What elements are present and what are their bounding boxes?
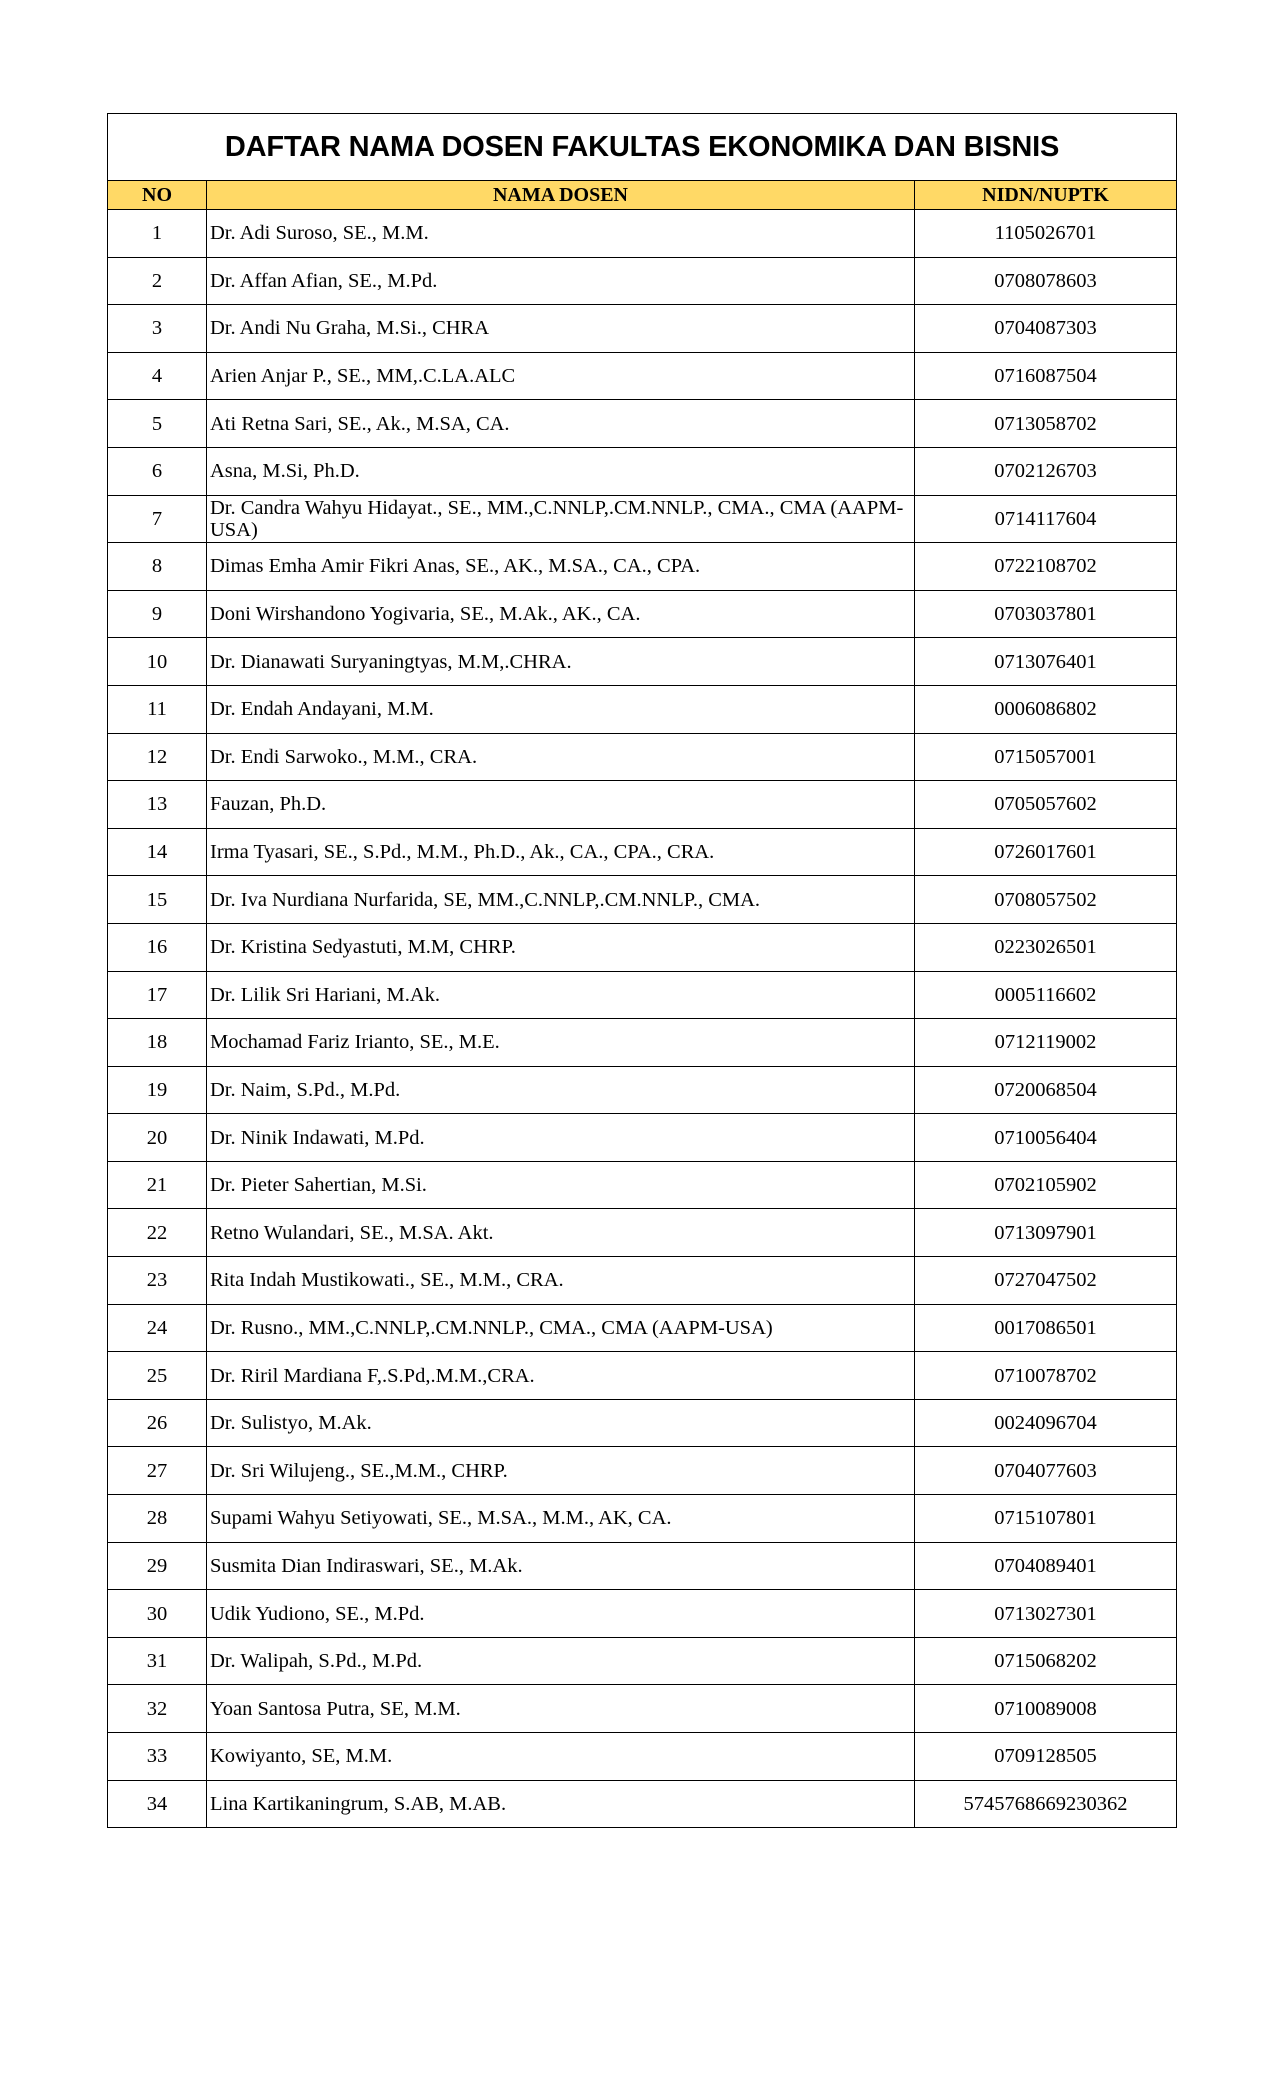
row-number: 33 xyxy=(108,1733,207,1781)
table-row xyxy=(108,1637,1177,1685)
lecturer-name: Supami Wahyu Setiyowati, SE., M.SA., M.M., AK, CA. xyxy=(207,1495,915,1543)
table-row xyxy=(108,1019,1177,1067)
lecturer-id: 0708078603 xyxy=(915,257,1177,305)
row-number: 9 xyxy=(108,590,207,638)
lecturer-id: 0005116602 xyxy=(915,971,1177,1019)
row-number: 22 xyxy=(108,1209,207,1257)
table-row xyxy=(108,1447,1177,1495)
row-number: 14 xyxy=(108,828,207,876)
lecturer-id: 0715057001 xyxy=(915,733,1177,781)
lecturer-name: Dr. Riril Mardiana F,.S.Pd,.M.M.,CRA. xyxy=(207,1352,915,1400)
lecturer-id: 0715068202 xyxy=(915,1637,1177,1685)
table-row xyxy=(108,781,1177,829)
lecturer-id: 0714117604 xyxy=(915,495,1177,543)
row-number: 11 xyxy=(108,685,207,733)
lecturer-name: Lina Kartikaningrum, S.AB, M.AB. xyxy=(207,1780,915,1828)
lecturer-name: Udik Yudiono, SE., M.Pd. xyxy=(207,1590,915,1638)
row-number: 15 xyxy=(108,876,207,924)
lecturer-id: 0702126703 xyxy=(915,447,1177,495)
row-number: 27 xyxy=(108,1447,207,1495)
row-number: 24 xyxy=(108,1304,207,1352)
header-id: NIDN/NUPTK xyxy=(915,181,1177,210)
table-row xyxy=(108,1685,1177,1733)
page-title: DAFTAR NAMA DOSEN FAKULTAS EKONOMIKA DAN BISNIS xyxy=(108,114,1177,181)
table-body xyxy=(108,210,1177,1828)
lecturer-id: 0223026501 xyxy=(915,923,1177,971)
lecturer-name: Dr. Lilik Sri Hariani, M.Ak. xyxy=(207,971,915,1019)
lecturer-name: Dr. Affan Afian, SE., M.Pd. xyxy=(207,257,915,305)
table-row xyxy=(108,447,1177,495)
lecturer-id: 0703037801 xyxy=(915,590,1177,638)
table-row xyxy=(108,543,1177,591)
lecturer-name: Retno Wulandari, SE., M.SA. Akt. xyxy=(207,1209,915,1257)
lecturer-id: 0713058702 xyxy=(915,400,1177,448)
table-row xyxy=(108,638,1177,686)
row-number: 2 xyxy=(108,257,207,305)
table-row xyxy=(108,1733,1177,1781)
row-number: 26 xyxy=(108,1399,207,1447)
table-row xyxy=(108,1209,1177,1257)
lecturer-name: Dr. Walipah, S.Pd., M.Pd. xyxy=(207,1637,915,1685)
lecturer-name: Dr. Endah Andayani, M.M. xyxy=(207,685,915,733)
row-number: 13 xyxy=(108,781,207,829)
row-number: 7 xyxy=(108,495,207,543)
lecturer-name: Asna, M.Si, Ph.D. xyxy=(207,447,915,495)
row-number: 18 xyxy=(108,1019,207,1067)
table-row xyxy=(108,495,1177,543)
table-row xyxy=(108,305,1177,353)
lecturer-name: Rita Indah Mustikowati., SE., M.M., CRA. xyxy=(207,1257,915,1305)
lecturer-name: Dr. Kristina Sedyastuti, M.M, CHRP. xyxy=(207,923,915,971)
table-row xyxy=(108,923,1177,971)
row-number: 1 xyxy=(108,210,207,258)
table-row xyxy=(108,971,1177,1019)
table-row xyxy=(108,352,1177,400)
row-number: 19 xyxy=(108,1066,207,1114)
lecturer-id: 0702105902 xyxy=(915,1161,1177,1209)
lecturer-id: 0704077603 xyxy=(915,1447,1177,1495)
table-row xyxy=(108,400,1177,448)
row-number: 8 xyxy=(108,543,207,591)
lecturer-name: Dr. Pieter Sahertian, M.Si. xyxy=(207,1161,915,1209)
lecturer-name: Dr. Ninik Indawati, M.Pd. xyxy=(207,1114,915,1162)
table-row xyxy=(108,1161,1177,1209)
table-row xyxy=(108,1304,1177,1352)
lecturer-name: Dr. Candra Wahyu Hidayat., SE., MM.,C.NNLP,.CM.NNLP., CMA., CMA (AAPM-USA) xyxy=(207,495,915,543)
header-name: NAMA DOSEN xyxy=(207,181,915,210)
lecturer-id: 0708057502 xyxy=(915,876,1177,924)
lecturer-id: 0722108702 xyxy=(915,543,1177,591)
lecturer-name: Arien Anjar P., SE., MM,.C.LA.ALC xyxy=(207,352,915,400)
lecturer-id: 0710078702 xyxy=(915,1352,1177,1400)
row-number: 17 xyxy=(108,971,207,1019)
lecturer-table xyxy=(107,113,1177,1828)
lecturer-id: 0726017601 xyxy=(915,828,1177,876)
table-row xyxy=(108,1590,1177,1638)
header-row xyxy=(108,181,1177,210)
lecturer-id: 1105026701 xyxy=(915,210,1177,258)
lecturer-id: 0710056404 xyxy=(915,1114,1177,1162)
lecturer-id: 0716087504 xyxy=(915,352,1177,400)
lecturer-id: 0712119002 xyxy=(915,1019,1177,1067)
lecturer-id: 0705057602 xyxy=(915,781,1177,829)
lecturer-id: 0713076401 xyxy=(915,638,1177,686)
table-row xyxy=(108,1780,1177,1828)
row-number: 23 xyxy=(108,1257,207,1305)
lecturer-id: 0720068504 xyxy=(915,1066,1177,1114)
row-number: 12 xyxy=(108,733,207,781)
table-row xyxy=(108,1066,1177,1114)
lecturer-name: Kowiyanto, SE, M.M. xyxy=(207,1733,915,1781)
table-row xyxy=(108,1495,1177,1543)
lecturer-name: Dr. Dianawati Suryaningtyas, M.M,.CHRA. xyxy=(207,638,915,686)
table-row xyxy=(108,590,1177,638)
lecturer-name: Dr. Endi Sarwoko., M.M., CRA. xyxy=(207,733,915,781)
lecturer-id: 5745768669230362 xyxy=(915,1780,1177,1828)
lecturer-name: Irma Tyasari, SE., S.Pd., M.M., Ph.D., Ak., CA., CPA., CRA. xyxy=(207,828,915,876)
row-number: 25 xyxy=(108,1352,207,1400)
lecturer-id: 0006086802 xyxy=(915,685,1177,733)
table-row xyxy=(108,1399,1177,1447)
table-row xyxy=(108,257,1177,305)
table-row xyxy=(108,1257,1177,1305)
lecturer-id: 0713027301 xyxy=(915,1590,1177,1638)
lecturer-name: Dr. Adi Suroso, SE., M.M. xyxy=(207,210,915,258)
header-no: NO xyxy=(108,181,207,210)
lecturer-name: Yoan Santosa Putra, SE, M.M. xyxy=(207,1685,915,1733)
title-row xyxy=(108,114,1177,181)
lecturer-name: Dr. Andi Nu Graha, M.Si., CHRA xyxy=(207,305,915,353)
table-row xyxy=(108,733,1177,781)
table-row xyxy=(108,210,1177,258)
lecturer-id: 0715107801 xyxy=(915,1495,1177,1543)
lecturer-name: Doni Wirshandono Yogivaria, SE., M.Ak., AK., CA. xyxy=(207,590,915,638)
row-number: 10 xyxy=(108,638,207,686)
table-row xyxy=(108,1542,1177,1590)
row-number: 3 xyxy=(108,305,207,353)
row-number: 6 xyxy=(108,447,207,495)
row-number: 16 xyxy=(108,923,207,971)
lecturer-name: Fauzan, Ph.D. xyxy=(207,781,915,829)
lecturer-id: 0710089008 xyxy=(915,1685,1177,1733)
lecturer-id: 0727047502 xyxy=(915,1257,1177,1305)
table-row xyxy=(108,685,1177,733)
lecturer-id: 0704087303 xyxy=(915,305,1177,353)
row-number: 29 xyxy=(108,1542,207,1590)
lecturer-name: Dimas Emha Amir Fikri Anas, SE., AK., M.SA., CA., CPA. xyxy=(207,543,915,591)
row-number: 4 xyxy=(108,352,207,400)
lecturer-name: Mochamad Fariz Irianto, SE., M.E. xyxy=(207,1019,915,1067)
row-number: 20 xyxy=(108,1114,207,1162)
lecturer-id: 0704089401 xyxy=(915,1542,1177,1590)
table-row xyxy=(108,1114,1177,1162)
row-number: 5 xyxy=(108,400,207,448)
lecturer-id: 0017086501 xyxy=(915,1304,1177,1352)
row-number: 31 xyxy=(108,1637,207,1685)
lecturer-name: Dr. Rusno., MM.,C.NNLP,.CM.NNLP., CMA., CMA (AAPM-USA) xyxy=(207,1304,915,1352)
table-row xyxy=(108,828,1177,876)
lecturer-name: Dr. Iva Nurdiana Nurfarida, SE, MM.,C.NNLP,.CM.NNLP., CMA. xyxy=(207,876,915,924)
lecturer-id: 0713097901 xyxy=(915,1209,1177,1257)
lecturer-name: Dr. Sri Wilujeng., SE.,M.M., CHRP. xyxy=(207,1447,915,1495)
row-number: 34 xyxy=(108,1780,207,1828)
lecturer-name: Ati Retna Sari, SE., Ak., M.SA, CA. xyxy=(207,400,915,448)
row-number: 30 xyxy=(108,1590,207,1638)
row-number: 28 xyxy=(108,1495,207,1543)
lecturer-name: Susmita Dian Indiraswari, SE., M.Ak. xyxy=(207,1542,915,1590)
table-row xyxy=(108,876,1177,924)
table-row xyxy=(108,1352,1177,1400)
lecturer-name: Dr. Sulistyo, M.Ak. xyxy=(207,1399,915,1447)
row-number: 32 xyxy=(108,1685,207,1733)
row-number: 21 xyxy=(108,1161,207,1209)
lecturer-name: Dr. Naim, S.Pd., M.Pd. xyxy=(207,1066,915,1114)
lecturer-id: 0709128505 xyxy=(915,1733,1177,1781)
lecturer-id: 0024096704 xyxy=(915,1399,1177,1447)
